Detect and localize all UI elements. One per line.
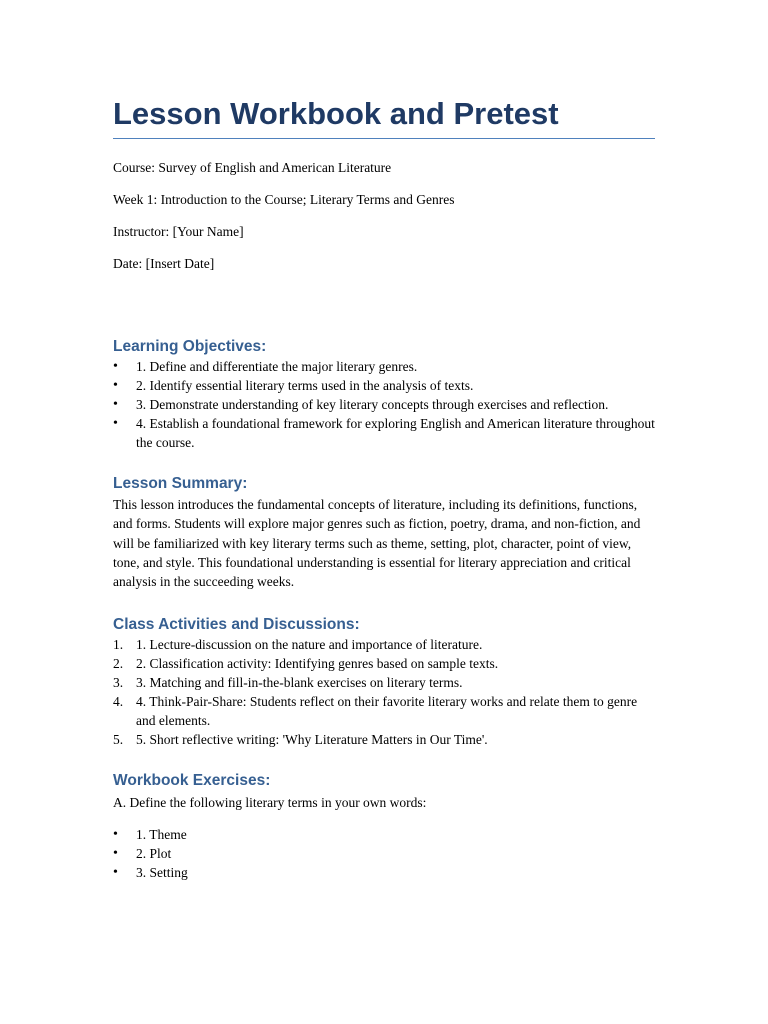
objective-text: 4. Establish a foundational framework for exploring English and American literature throughout the course. (136, 416, 655, 450)
activities-heading: Class Activities and Discussions: (113, 616, 360, 634)
activity-item (113, 673, 655, 692)
objective-text: 3. Demonstrate understanding of key literary concepts through exercises and reflection. (136, 397, 609, 412)
term-item (113, 825, 655, 844)
bullet-icon: • (113, 827, 118, 843)
activity-item (113, 654, 655, 673)
list-number: 4. (113, 694, 124, 710)
summary-paragraph: This lesson introduces the fundamental concepts of literature, including its definitions, functions, and forms. Students will explore major genres such as fiction, poetry, drama, and non-fiction, and will be familiarized with key literary terms such as theme, setting, plot, character, point of view, tone, and style. This foundational understanding is essential for literary appreciation and critical analysis in the succeeding weeks. (113, 497, 641, 590)
activity-text: 1. Lecture-discussion on the nature and importance of literature. (136, 637, 483, 653)
document-meta (113, 159, 655, 273)
term-text: 3. Setting (136, 865, 188, 881)
activity-text: 3. Matching and fill-in-the-blank exercises on literary terms. (136, 675, 463, 691)
term-text: 1. Theme (136, 827, 187, 843)
bullet-icon: • (113, 359, 118, 374)
objective-text: 2. Identify essential literary terms used in the analysis of texts. (136, 378, 474, 393)
activities-list (113, 635, 655, 749)
list-number: 2. (113, 656, 124, 672)
bullet-icon: • (113, 397, 118, 412)
objectives-heading: Learning Objectives: (113, 338, 267, 355)
bullet-icon: • (113, 865, 118, 881)
term-text: 2. Plot (136, 846, 172, 862)
objective-item (113, 414, 655, 452)
term-item (113, 844, 655, 863)
bullet-icon: • (113, 378, 118, 393)
activity-item (113, 692, 655, 730)
objective-item (113, 395, 655, 414)
activity-text: 2. Classification activity: Identifying genres based on sample texts. (136, 656, 499, 672)
course-line: Course: Survey of English and American Literature (113, 160, 392, 175)
terms-list (113, 825, 655, 882)
date-line: Date: [Insert Date] (113, 256, 215, 271)
workbook-heading: Workbook Exercises: (113, 772, 271, 790)
list-number: 1. (113, 637, 124, 653)
summary-heading: Lesson Summary: (113, 475, 248, 492)
list-number: 5. (113, 732, 124, 748)
objective-item (113, 376, 655, 395)
bullet-icon: • (113, 416, 118, 431)
objectives-list (113, 357, 655, 452)
activity-item (113, 635, 655, 654)
activity-text: 5. Short reflective writing: 'Why Literature Matters in Our Time'. (136, 732, 488, 748)
list-number: 3. (113, 675, 124, 691)
workbook-intro: A. Define the following literary terms in your own words: (113, 795, 427, 811)
bullet-icon: • (113, 846, 118, 862)
term-item (113, 863, 655, 882)
activity-item (113, 730, 655, 749)
objective-item (113, 357, 655, 376)
document-title: Lesson Workbook and Pretest (113, 92, 655, 139)
week-line: Week 1: Introduction to the Course; Literary Terms and Genres (113, 192, 455, 207)
activity-text: 4. Think-Pair-Share: Students reflect on their favorite literary works and relate them to genre and elements. (136, 694, 638, 729)
instructor-line: Instructor: [Your Name] (113, 224, 244, 239)
objective-text: 1. Define and differentiate the major literary genres. (136, 359, 418, 374)
document-body (113, 92, 655, 882)
